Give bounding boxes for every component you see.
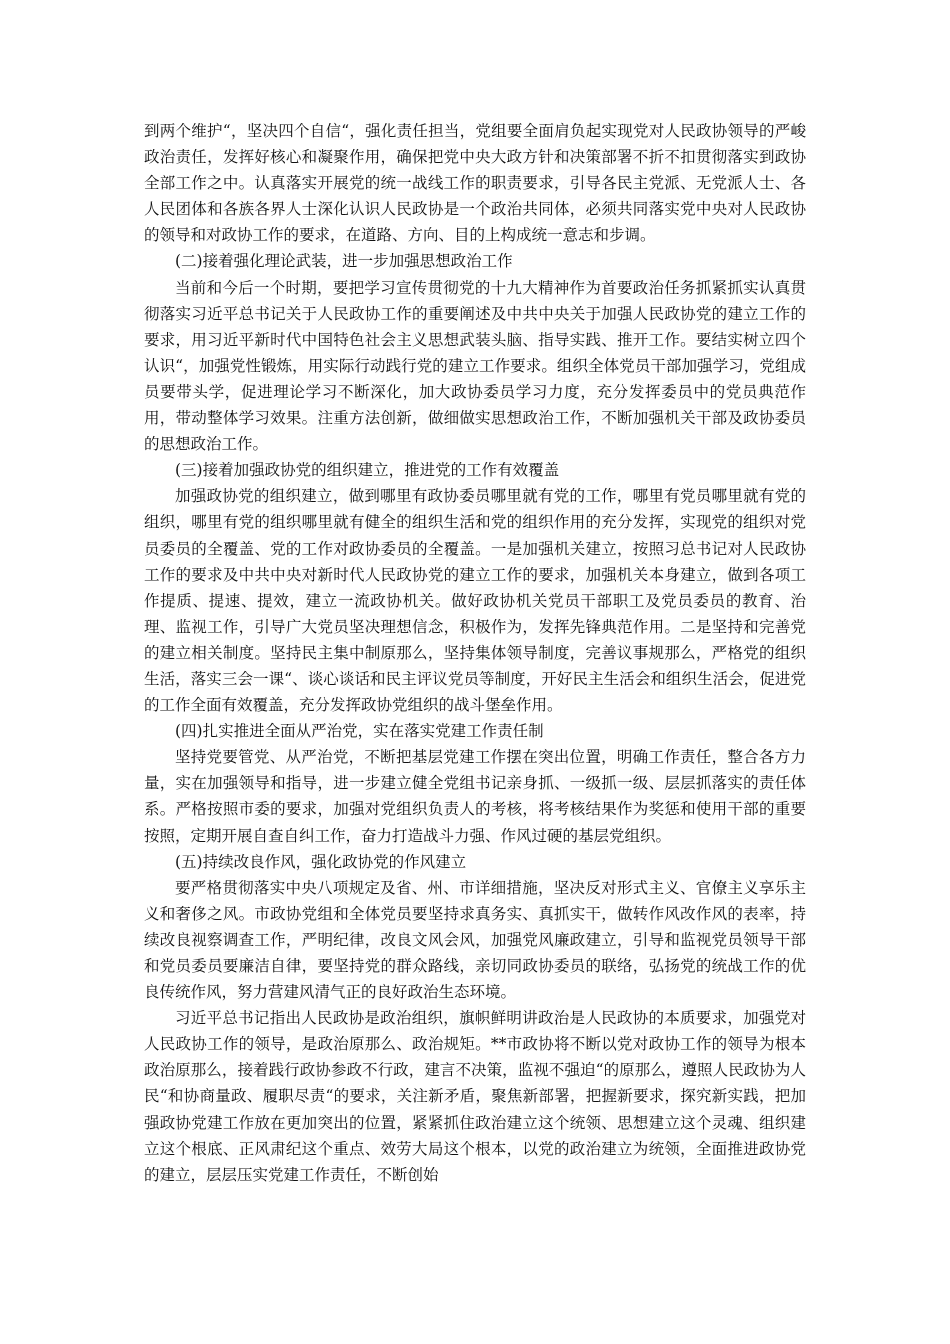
body-paragraph: 坚持党要管党、从严治党，不断把基层党建工作摆在突出位置，明确工作责任，整合各方力量，实在加强领导和指导，进一步建立健全党组书记亲身抓、一级抓一级、层层抓落实的责任体系。严格按照市委的要求，加强对党组织负责人的考核，将考核结果作为奖惩和使用干部的重要按照，定期开展自查自纠工作，奋力打造战斗力强、作风过硬的基层党组织。 xyxy=(144,748,806,845)
section-heading: (二)接着强化理论武装，进一步加强思想政治工作 xyxy=(175,252,513,271)
section-heading: (三)接着加强政协党的组织建立，推进党的工作有效覆盖 xyxy=(175,461,560,480)
document-body xyxy=(144,118,806,1188)
body-paragraph: 习近平总书记指出人民政协是政治组织，旗帜鲜明讲政治是人民政协的本质要求，加强党对人民政协工作的领导，是政治原那么、政治规矩。**市政协将不断以党对政协工作的领导为根本政治原那么，接着践行政协参政不行政，建言不决策，监视不强迫“的原那么，遵照人民政协为人民“和协商量政、履职尽责“的要求，关注新矛盾，聚焦新部署，把握新要求，探究新实践，把加强政协党建工作放在更加突出的位置，紧紧抓住政治建立这个统领、思想建立这个灵魂、组织建立这个根底、正风肃纪这个重点、效劳大局这个根本，以党的政治建立为统领，全面推进政协党的建立，层层压实党建工作责任，不断创始 xyxy=(144,1009,806,1184)
section-heading: (四)扎实推进全面从严治党，实在落实党建工作责任制 xyxy=(175,722,544,741)
body-paragraph: 要严格贯彻落实中央八项规定及省、州、市详细措施，坚决反对形式主义、官僚主义享乐主义和奢侈之风。市政协党组和全体党员要坚持求真务实、真抓实干，做转作风改作风的表率，持续改良视察调查工作，严明纪律，改良文风会风，加强党风廉政建立，引导和监视党员领导干部和党员委员要廉洁自律，要坚持党的群众路线，亲切同政协委员的联络，弘扬党的统战工作的优良传统作风，努力营建风清气正的良好政治生态环境。 xyxy=(144,878,806,1002)
body-paragraph: 加强政协党的组织建立，做到哪里有政协委员哪里就有党的工作，哪里有党员哪里就有党的组织，哪里有党的组织哪里就有健全的组织生活和党的组织作用的充分发挥，实现党的组织对党员委员的全覆盖、党的工作对政协委员的全覆盖。一是加强机关建立，按照习总书记对人民政协工作的要求及中共中央对新时代人民政协党的建立工作的要求，加强机关本身建立，做到各项工作提质、提速、提效，建立一流政协机关。做好政协机关党员干部职工及党员委员的教育、治理、监视工作，引导广大党员坚决理想信念，积极作为，发挥先锋典范作用。二是坚持和完善党的建立相关制度。坚持民主集中制原那么，坚持集体领导制度，完善议事规那么，严格党的组织生活，落实三会一课“、谈心谈话和民主评议党员等制度，开好民主生活会和组织生活会，促进党的工作全面有效覆盖，充分发挥政协党组织的战斗堡垒作用。 xyxy=(144,487,806,715)
body-paragraph: 当前和今后一个时期，要把学习宣传贯彻党的十九大精神作为首要政治任务抓紧抓实认真贯彻落实习近平总书记关于人民政协工作的重要阐述及中共中央关于加强人民政协党的建立工作的要求，用习近平新时代中国特色社会主义思想武装头脑、指导实践、推开工作。要结实树立四个认识“，加强党性锻炼，用实际行动践行党的建立工作要求。组织全体党员干部加强学习，党组成员要带头学，促进理论学习不断深化，加大政协委员学习力度，充分发挥委员中的党员典范作用，带动整体学习效果。注重方法创新，做细做实思想政治工作，不断加强机关干部及政协委员的思想政治工作。 xyxy=(144,278,806,454)
section-heading: (五)持续改良作风，强化政协党的作风建立 xyxy=(175,852,467,871)
body-paragraph: 到两个维护“，坚决四个自信“，强化责任担当，党组要全面肩负起实现党对人民政协领导的严峻政治责任，发挥好核心和凝聚作用，确保把党中央大政方针和决策部署不折不扣贯彻落实到政协全部工作之中。认真落实开展党的统一战线工作的职责要求，引导各民主党派、无党派人士、各人民团体和各族各界人士深化认识人民政协是一个政治共同体，必须共同落实党中央对人民政协的领导和对政协工作的要求，在道路、方向、目的上构成统一意志和步调。 xyxy=(144,122,806,245)
